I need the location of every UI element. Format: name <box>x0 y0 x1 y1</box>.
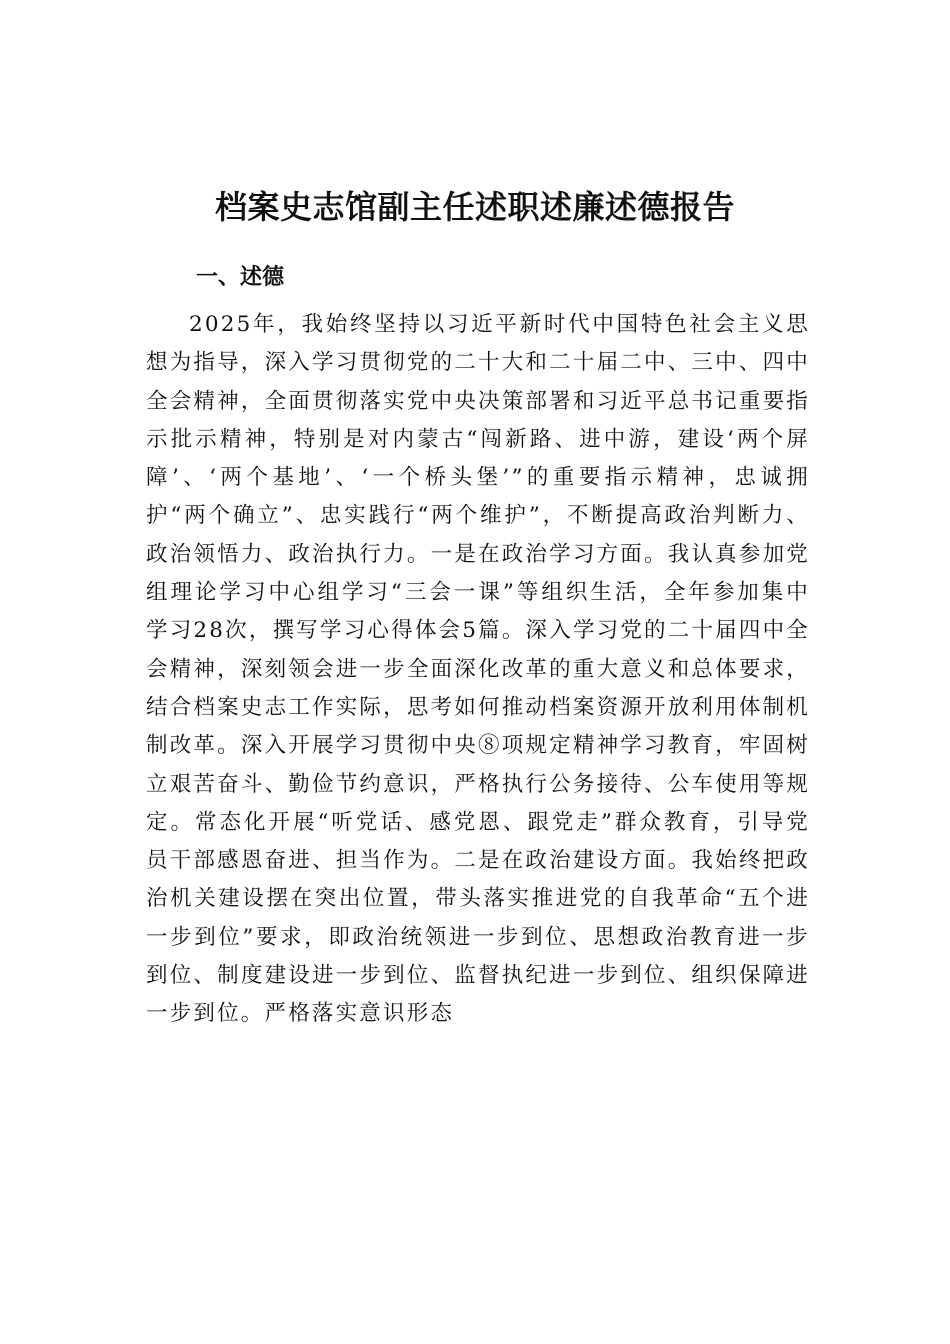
body-paragraph: 2025年，我始终坚持以习近平新时代中国特色社会主义思想为指导，深入学习贯彻党的二十大和二十届二中、三中、四中全会精神，全面贯彻落实党中央决策部署和习近平总书记重要指示批示精神，特别是对内蒙古“闯新路、进中游，建设‘两个屏障’、‘两个基地’、‘一个桥头堡’”的重要指示精神，忠诚拥护“两个确立”、忠实践行“两个维护”，不断提高政治判断力、政治领悟力、政治执行力。一是在政治学习方面。我认真参加党组理论学习中心组学习“三会一课”等组织生活，全年参加集中学习28次，撰写学习心得体会5篇。深入学习党的二十届四中全会精神，深刻领会进一步全面深化改革的重大意义和总体要求，结合档案史志工作实际，思考如何推动档案资源开放利用体制机制改革。深入开展学习贯彻中央⑧项规定精神学习教育，牢固树立艰苦奋斗、勤俭节约意识，严格执行公务接待、公车使用等规定。常态化开展“听党话、感党恩、跟党走”群众教育，引导党员干部感恩奋进、担当作为。二是在政治建设方面。我始终把政治机关建设摆在突出位置，带头落实推进党的自我革命“五个进一步到位”要求，即政治统领进一步到位、思想政治教育进一步到位、制度建设进一步到位、监督执纪进一步到位、组织保障进一步到位。严格落实意识形态 <box>146 312 810 1027</box>
section-heading: 一、述德 <box>196 265 285 290</box>
document-title: 档案史志馆副主任述职述廉述德报告 <box>214 188 735 227</box>
